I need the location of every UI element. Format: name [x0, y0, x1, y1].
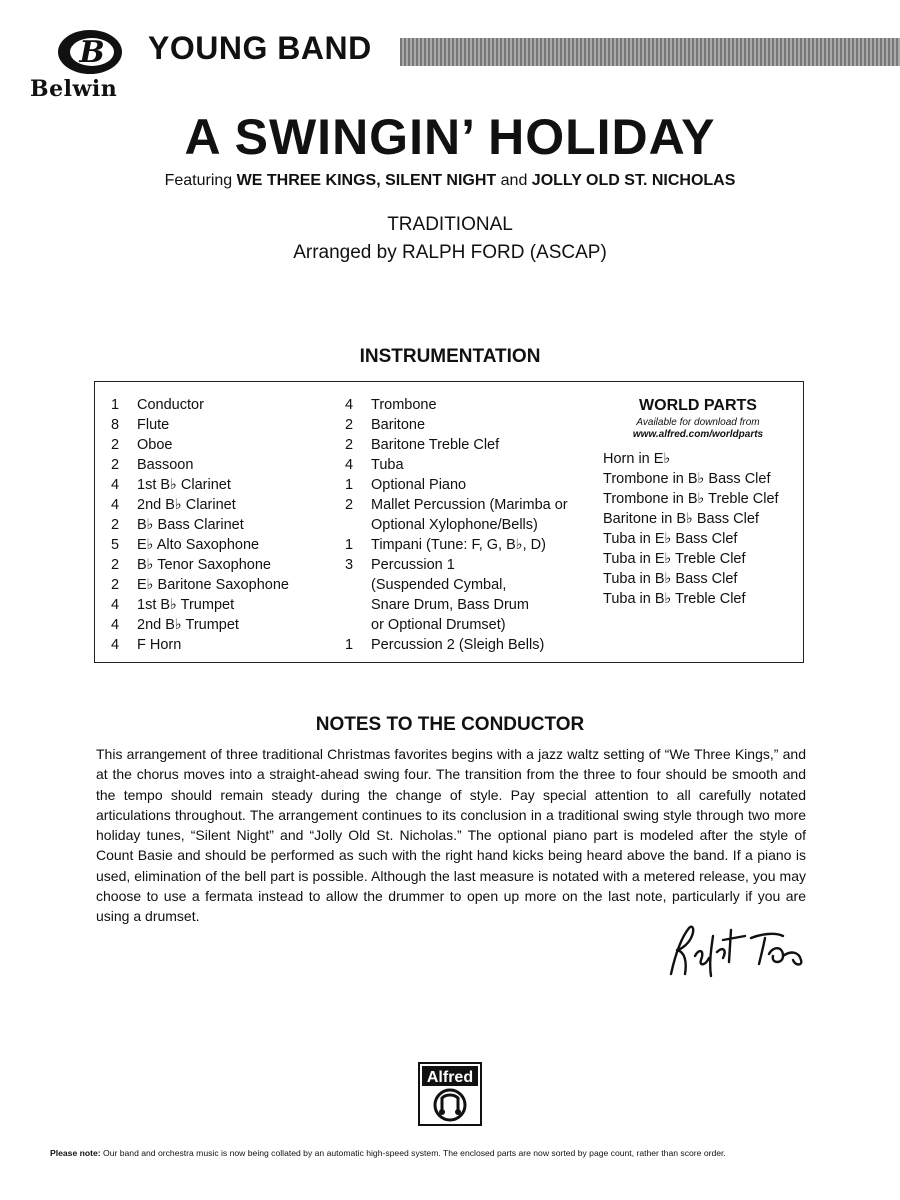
instrument-name: Optional Piano: [371, 477, 467, 493]
instrument-quantity: 4: [345, 457, 354, 473]
instrument-quantity: 4: [345, 397, 354, 413]
subtitle-prefix: Featuring: [164, 172, 237, 189]
world-part-item: Tuba in E♭ Bass Clef: [603, 531, 738, 547]
header-rule: [400, 38, 900, 66]
instrument-quantity: 4: [111, 597, 120, 613]
instrumentation-column-1: [111, 395, 289, 655]
column1-row: [111, 415, 289, 435]
instrument-name: Conductor: [137, 397, 204, 413]
instrument-quantity: 4: [111, 617, 120, 633]
column1-row: [111, 555, 289, 575]
instrument-quantity: 2: [111, 517, 120, 533]
notes-heading: NOTES TO THE CONDUCTOR: [315, 714, 585, 735]
instrument-name: Oboe: [137, 437, 173, 453]
series-name: YOUNG BAND: [148, 30, 372, 66]
instrument-quantity: 1: [345, 537, 354, 553]
world-part-item: Baritone in B♭ Bass Clef: [603, 511, 759, 527]
column2-row: [345, 495, 568, 515]
column2-row: [345, 395, 568, 415]
subtitle-joiner: and: [496, 172, 532, 189]
world-part-item: Tuba in B♭ Bass Clef: [603, 571, 738, 587]
column2-row: [345, 635, 568, 655]
piece-subtitle: [0, 172, 900, 190]
composer-credit: TRADITIONAL: [387, 214, 513, 235]
column2-row: [345, 515, 568, 535]
world-part-item: Tuba in E♭ Treble Clef: [603, 551, 746, 567]
world-parts-availability: Available for download from: [636, 417, 760, 428]
belwin-logo: [56, 26, 128, 78]
instrument-name: 1st B♭ Trumpet: [137, 597, 235, 613]
column1-row: [111, 635, 289, 655]
instrument-quantity: [345, 595, 371, 615]
instrument-quantity: [345, 575, 371, 595]
world-part-item: Trombone in B♭ Treble Clef: [603, 491, 779, 507]
instrumentation-heading: INSTRUMENTATION: [359, 346, 541, 367]
column2-row: [345, 475, 568, 495]
alfred-logo: [418, 1062, 482, 1126]
world-parts-title: WORLD PARTS: [639, 397, 757, 414]
instrument-name: Optional Xylophone/Bells): [371, 517, 538, 533]
instrument-name: Tuba: [371, 457, 404, 473]
instrument-name: Flute: [137, 417, 170, 433]
instrument-quantity: [345, 615, 371, 635]
column2-row: [345, 415, 568, 435]
column1-row: [111, 435, 289, 455]
instrument-quantity: 1: [111, 397, 120, 413]
instrument-quantity: 2: [111, 457, 120, 473]
instrumentation-column-2: [345, 395, 568, 655]
world-parts-url[interactable]: www.alfred.com/worldparts: [632, 429, 764, 440]
instrumentation-box: [94, 381, 804, 663]
subtitle-last-song: JOLLY OLD ST. NICHOLAS: [531, 172, 736, 189]
instrument-name: E♭ Alto Saxophone: [137, 537, 260, 553]
world-parts-column: [603, 395, 793, 609]
instrument-quantity: 2: [345, 437, 354, 453]
subtitle-songs: WE THREE KINGS, SILENT NIGHT: [236, 172, 497, 189]
instrument-quantity: 8: [111, 417, 120, 433]
instrument-name: 2nd B♭ Clarinet: [137, 497, 236, 513]
instrument-name: Bassoon: [137, 457, 194, 473]
instrument-name: 1st B♭ Clarinet: [137, 477, 231, 493]
instrument-quantity: 2: [111, 437, 120, 453]
column2-row: [345, 555, 568, 575]
instrument-quantity: 2: [111, 557, 120, 573]
instrument-quantity: 2: [345, 497, 354, 513]
instrument-name: Percussion 1: [371, 557, 455, 573]
column2-row: [345, 615, 568, 635]
column1-row: [111, 535, 289, 555]
footnote-label: Please note:: [50, 1148, 101, 1158]
instrument-name: Mallet Percussion (Marimba or: [371, 497, 568, 513]
instrument-name: Timpani (Tune: F, G, B♭, D): [371, 537, 546, 553]
column1-row: [111, 455, 289, 475]
arranger-credit: Arranged by RALPH FORD (ASCAP): [293, 242, 607, 263]
instrument-name: B♭ Tenor Saxophone: [137, 557, 271, 573]
instrument-quantity: 1: [345, 637, 354, 653]
instrument-name: or Optional Drumset): [371, 617, 506, 633]
instrument-quantity: 4: [111, 497, 120, 513]
world-part-item: Tuba in B♭ Treble Clef: [603, 591, 746, 607]
world-part-item: Horn in E♭: [603, 451, 671, 467]
instrument-name: B♭ Bass Clarinet: [137, 517, 244, 533]
belwin-wordmark: Belwin: [30, 76, 118, 102]
instrument-name: Snare Drum, Bass Drum: [371, 597, 529, 613]
column1-row: [111, 495, 289, 515]
column2-row: [345, 535, 568, 555]
instrument-name: Percussion 2 (Sleigh Bells): [371, 637, 545, 653]
instrument-quantity: 1: [345, 477, 354, 493]
arranger-signature: [665, 916, 810, 980]
footnote-text: Our band and orchestra music is now being collated by an automatic high-speed system. The enclosed parts are now sorted by page count, rather than score order.: [100, 1148, 726, 1158]
instrument-quantity: [345, 515, 371, 535]
instrument-name: E♭ Baritone Saxophone: [137, 577, 289, 593]
column2-row: [345, 455, 568, 475]
instrument-quantity: 3: [345, 557, 354, 573]
svg-text:B: B: [79, 35, 105, 70]
world-part-item: Trombone in B♭ Bass Clef: [603, 471, 771, 487]
instrument-name: F Horn: [137, 637, 182, 653]
instrument-quantity: 5: [111, 537, 120, 553]
footnote: [50, 1148, 860, 1158]
column1-row: [111, 395, 289, 415]
column1-row: [111, 515, 289, 535]
instrument-quantity: 2: [345, 417, 354, 433]
instrument-name: 2nd B♭ Trumpet: [137, 617, 239, 633]
svg-text:Alfred: Alfred: [426, 1069, 474, 1086]
instrument-name: Baritone Treble Clef: [371, 437, 500, 453]
column1-row: [111, 595, 289, 615]
world-parts-list: [603, 449, 793, 609]
column1-row: [111, 615, 289, 635]
column2-row: [345, 575, 568, 595]
instrument-quantity: 4: [111, 477, 120, 493]
column2-row: [345, 595, 568, 615]
column1-row: [111, 475, 289, 495]
instrument-quantity: 4: [111, 637, 120, 653]
column2-row: [345, 435, 568, 455]
piece-title: A SWINGIN’ HOLIDAY: [184, 109, 716, 165]
instrument-name: Trombone: [371, 397, 437, 413]
instrument-name: (Suspended Cymbal,: [371, 577, 507, 593]
notes-body: This arrangement of three traditional Christmas favorites begins with a jazz waltz setting of “We Three Kings,” and at the chorus moves into a straight-ahead swing four. The transition from the three to four should be smooth and the tempo should remain steady during the change of style. Pay special attention to all carefully notated articulations throughout. The arrangement continues to its conclusion in a traditional swing style through two more holiday tunes, “Silent Night” and “Jolly Old St. Nicholas.” The optional piano part is modeled after the style of Count Basie and should be performed as such with the right hand kicks being heard above the band. If a piano is used, elimination of the bell part is possible. Although the last measure is notated with a metered release, you may choose to use a fermata instead to allow the drummer to open up more on the last note, particularly if you are using a drumset.: [96, 746, 806, 925]
instrument-name: Baritone: [371, 417, 426, 433]
instrument-quantity: 2: [111, 577, 120, 593]
column1-row: [111, 575, 289, 595]
